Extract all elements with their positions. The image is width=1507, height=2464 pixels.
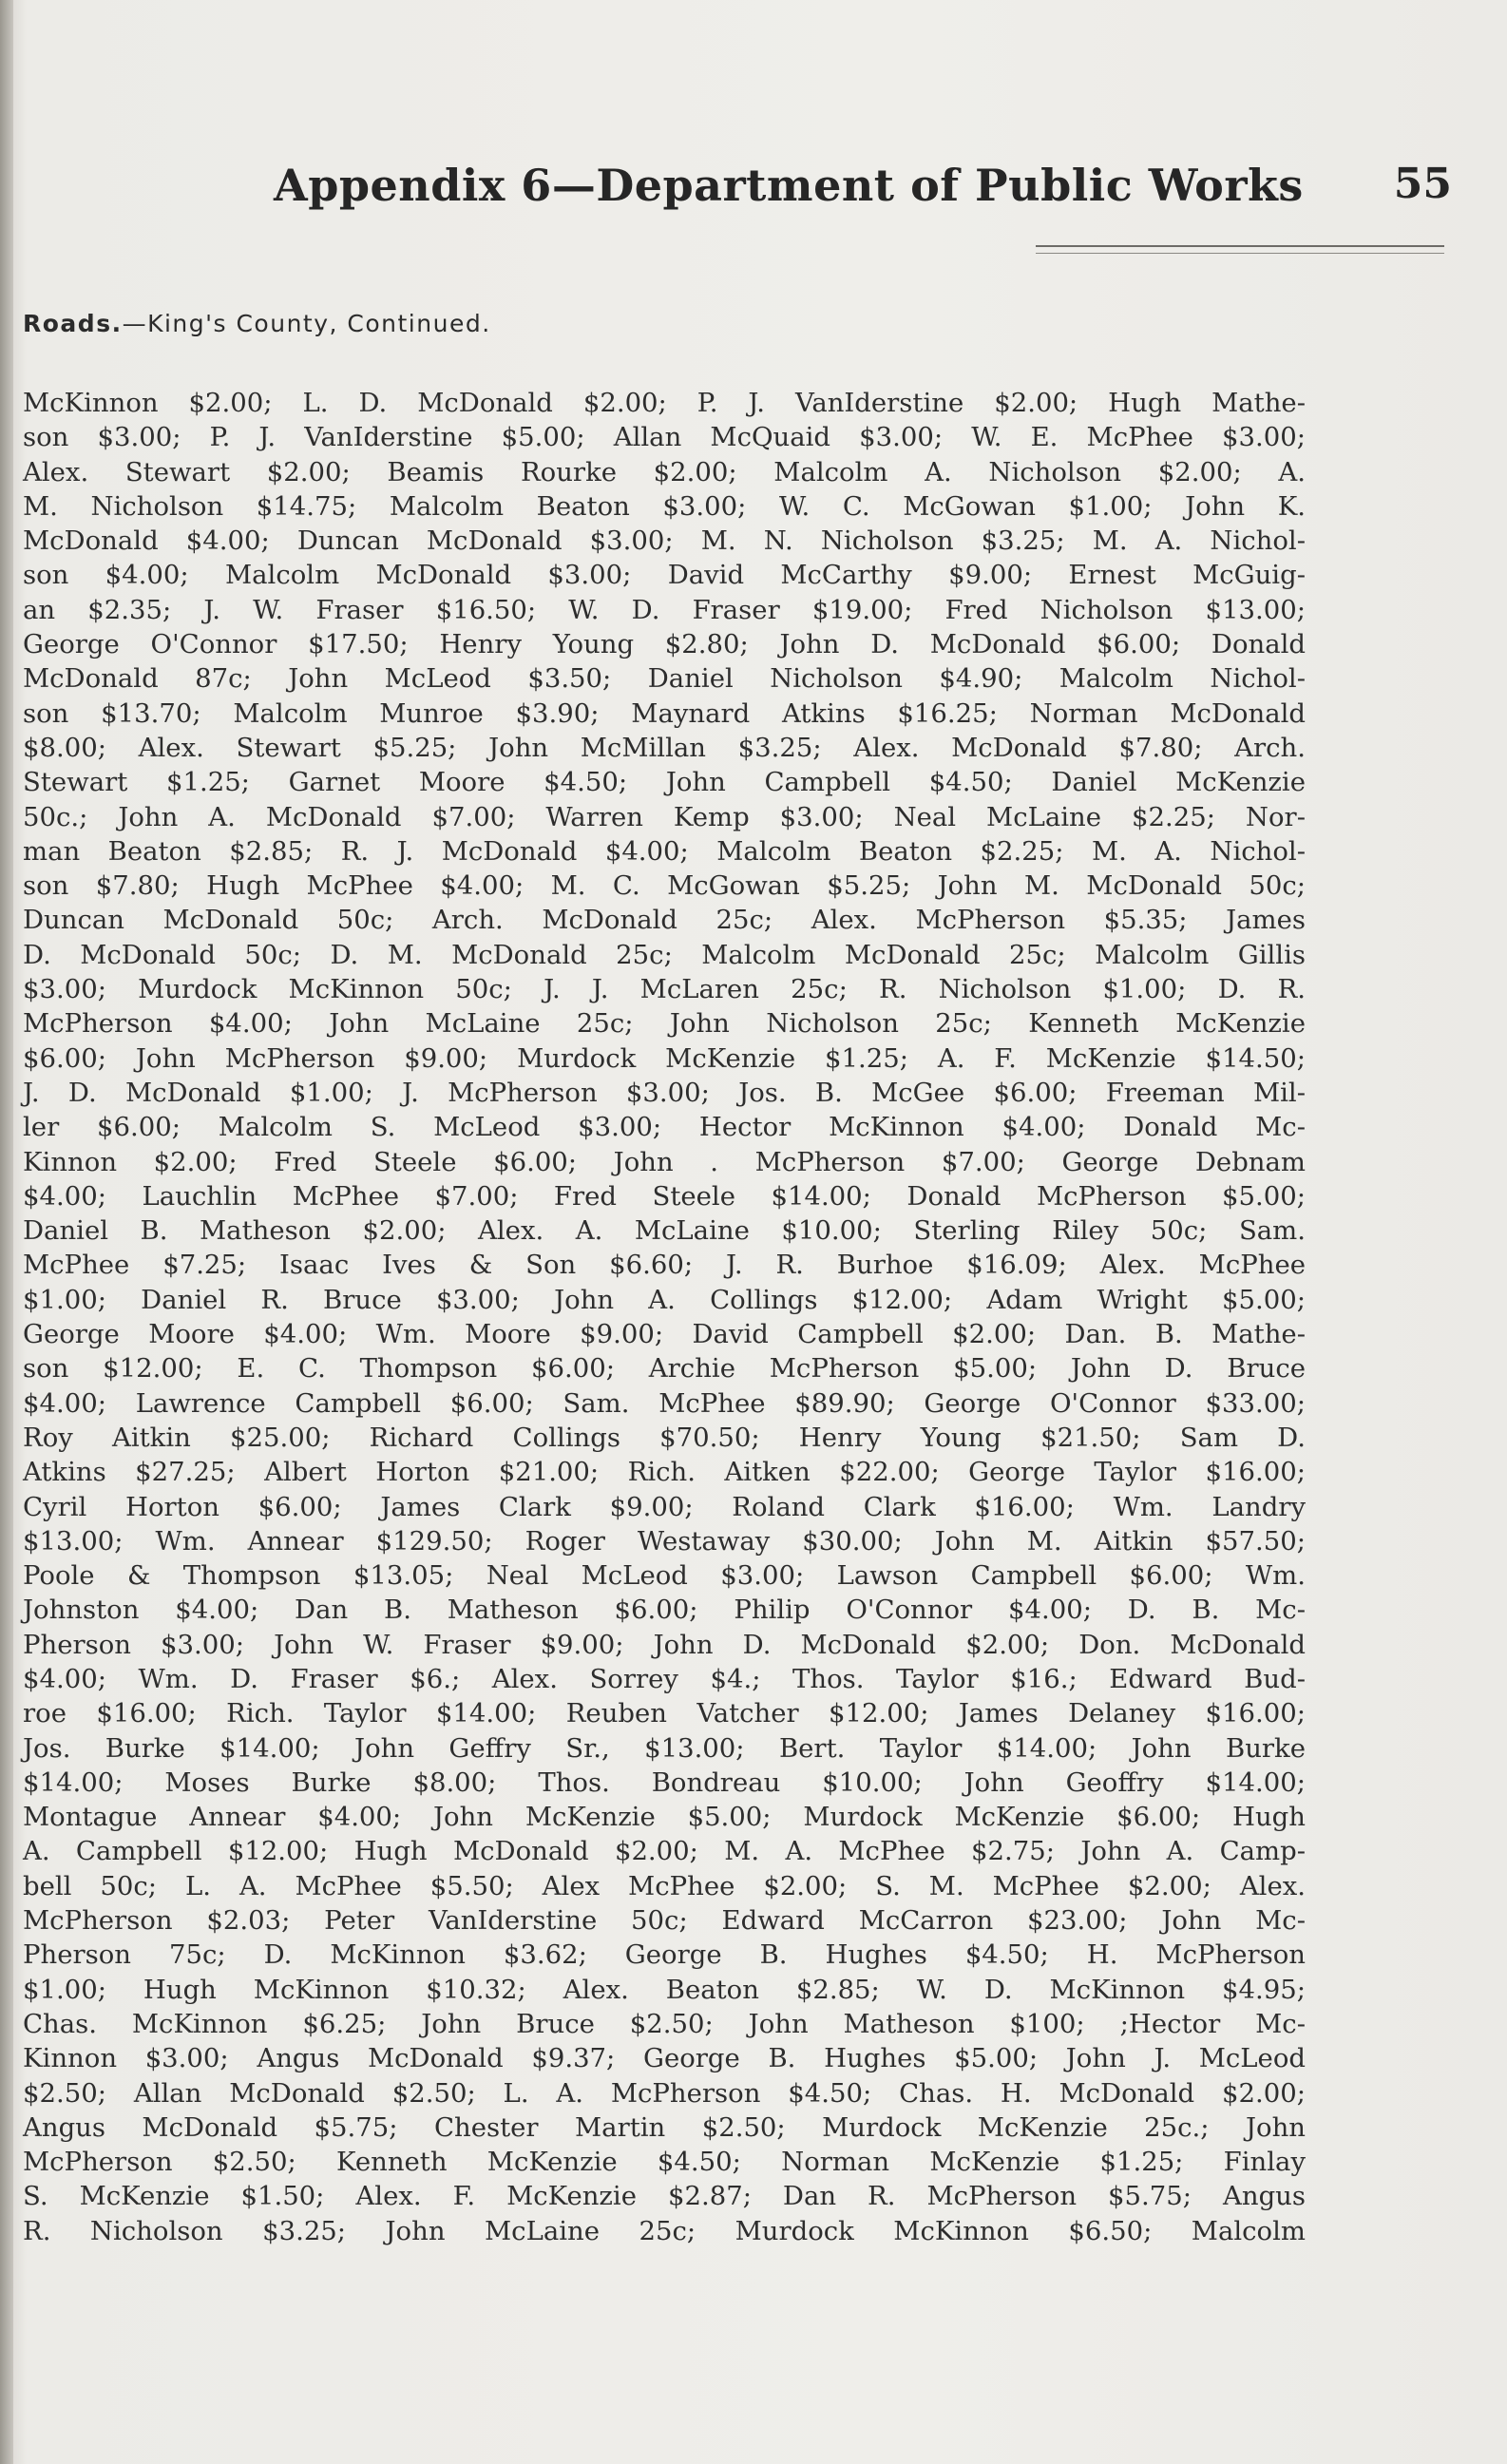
body-line: Kinnon $3.00; Angus McDonald $9.37; George B. Hughes $5.00; John J. McLeod: [23, 2043, 1306, 2074]
header-rule: [1036, 245, 1444, 247]
body-line: S. McKenzie $1.50; Alex. F. McKenzie $2.87; Dan R. McPherson $5.75; Angus: [23, 2181, 1306, 2212]
running-header: [274, 160, 1452, 220]
body-line: Duncan McDonald 50c; Arch. McDonald 25c; Alex. McPherson $5.35; James: [23, 905, 1306, 936]
body-line: $14.00; Moses Burke $8.00; Thos. Bondreau $10.00; John Geoffry $14.00;: [23, 1767, 1306, 1798]
body-line: $1.00; Daniel R. Bruce $3.00; John A. Collings $12.00; Adam Wright $5.00;: [23, 1284, 1306, 1315]
body-line: ler $6.00; Malcolm S. McLeod $3.00; Hector McKinnon $4.00; Donald Mc-: [23, 1112, 1306, 1143]
section-heading: [23, 310, 491, 337]
body-line: bell 50c; L. A. McPhee $5.50; Alex McPhee $2.00; S. M. McPhee $2.00; Alex.: [23, 1870, 1306, 1901]
body-line: Daniel B. Matheson $2.00; Alex. A. McLaine $10.00; Sterling Riley 50c; Sam.: [23, 1215, 1306, 1247]
section-heading-lead: Roads.: [23, 310, 123, 337]
body-line: Roy Aitkin $25.00; Richard Collings $70.50; Henry Young $21.50; Sam D.: [23, 1422, 1306, 1453]
body-line: George Moore $4.00; Wm. Moore $9.00; David Campbell $2.00; Dan. B. Mathe-: [23, 1319, 1306, 1350]
body-line: $8.00; Alex. Stewart $5.25; John McMillan $3.25; Alex. McDonald $7.80; Arch.: [23, 732, 1306, 763]
page-number: 55: [1393, 160, 1452, 208]
body-line: son $13.70; Malcolm Munroe $3.90; Maynard Atkins $16.25; Norman McDonald: [23, 697, 1306, 729]
body-line: J. D. McDonald $1.00; J. McPherson $3.00; Jos. B. McGee $6.00; Freeman Mil-: [23, 1077, 1306, 1108]
body-line: $4.00; Lawrence Campbell $6.00; Sam. McPhee $89.90; George O'Connor $33.00;: [23, 1387, 1306, 1419]
body-line: Chas. McKinnon $6.25; John Bruce $2.50; John Matheson $100; ;Hector Mc-: [23, 2008, 1306, 2039]
body-line: $6.00; John McPherson $9.00; Murdock McKenzie $1.25; A. F. McKenzie $14.50;: [23, 1042, 1306, 1074]
body-line: son $7.80; Hugh McPhee $4.00; M. C. McGowan $5.25; John M. McDonald 50c;: [23, 870, 1306, 902]
body-line: R. Nicholson $3.25; John McLaine 25c; Murdock McKinnon $6.50; Malcolm: [23, 2215, 1306, 2246]
body-line: D. McDonald 50c; D. M. McDonald 25c; Malcolm McDonald 25c; Malcolm Gillis: [23, 939, 1306, 970]
body-text: [23, 386, 1306, 2438]
body-line: roe $16.00; Rich. Taylor $14.00; Reuben Vatcher $12.00; James Delaney $16.00;: [23, 1698, 1306, 1729]
body-line: Angus McDonald $5.75; Chester Martin $2.50; Murdock McKenzie 25c.; John: [23, 2111, 1306, 2143]
body-line: McPherson $2.50; Kenneth McKenzie $4.50; Norman McKenzie $1.25; Finlay: [23, 2147, 1306, 2178]
body-line: son $12.00; E. C. Thompson $6.00; Archie McPherson $5.00; John D. Bruce: [23, 1353, 1306, 1385]
body-line: 50c.; John A. McDonald $7.00; Warren Kemp $3.00; Neal McLaine $2.25; Nor-: [23, 801, 1306, 832]
body-line: Poole & Thompson $13.05; Neal McLeod $3.00; Lawson Campbell $6.00; Wm.: [23, 1560, 1306, 1592]
body-line: McKinnon $2.00; L. D. McDonald $2.00; P. J. VanIderstine $2.00; Hugh Mathe-: [23, 388, 1306, 418]
body-line: son $4.00; Malcolm McDonald $3.00; David McCarthy $9.00; Ernest McGuig-: [23, 560, 1306, 591]
body-line: McDonald 87c; John McLeod $3.50; Daniel Nicholson $4.90; Malcolm Nichol-: [23, 663, 1306, 695]
header-rule-thin: [1036, 253, 1444, 254]
body-line: man Beaton $2.85; R. J. McDonald $4.00; Malcolm Beaton $2.25; M. A. Nichol-: [23, 835, 1306, 867]
body-line: Montague Annear $4.00; John McKenzie $5.00; Murdock McKenzie $6.00; Hugh: [23, 1802, 1306, 1833]
body-line: Stewart $1.25; Garnet Moore $4.50; John Campbell $4.50; Daniel McKenzie: [23, 767, 1306, 798]
header-title: Appendix 6—Department of Public Works: [274, 160, 1304, 211]
body-line: Cyril Horton $6.00; James Clark $9.00; Roland Clark $16.00; Wm. Landry: [23, 1491, 1306, 1522]
body-line: McDonald $4.00; Duncan McDonald $3.00; M. N. Nicholson $3.25; M. A. Nichol-: [23, 525, 1306, 557]
body-line: George O'Connor $17.50; Henry Young $2.80; John D. McDonald $6.00; Donald: [23, 629, 1306, 660]
body-line: McPherson $2.03; Peter VanIderstine 50c; Edward McCarron $23.00; John Mc-: [23, 1905, 1306, 1937]
body-line: Pherson $3.00; John W. Fraser $9.00; John D. McDonald $2.00; Don. McDonald: [23, 1629, 1306, 1660]
body-line: Pherson 75c; D. McKinnon $3.62; George B. Hughes $4.50; H. McPherson: [23, 1939, 1306, 1971]
body-line: $4.00; Wm. D. Fraser $6.; Alex. Sorrey $4.; Thos. Taylor $16.; Edward Bud-: [23, 1663, 1306, 1694]
body-line: Alex. Stewart $2.00; Beamis Rourke $2.00; Malcolm A. Nicholson $2.00; A.: [23, 456, 1306, 487]
body-line: $1.00; Hugh McKinnon $10.32; Alex. Beaton $2.85; W. D. McKinnon $4.95;: [23, 1974, 1306, 2005]
body-line: $3.00; Murdock McKinnon 50c; J. J. McLaren 25c; R. Nicholson $1.00; D. R.: [23, 974, 1306, 1005]
section-heading-rest: —King's County, Continued.: [122, 310, 491, 337]
body-line: $2.50; Allan McDonald $2.50; L. A. McPherson $4.50; Chas. H. McDonald $2.00;: [23, 2077, 1306, 2109]
body-line: son $3.00; P. J. VanIderstine $5.00; Allan McQuaid $3.00; W. E. McPhee $3.00;: [23, 422, 1306, 453]
body-line: McPhee $7.25; Isaac Ives & Son $6.60; J. R. Burhoe $16.09; Alex. McPhee: [23, 1250, 1306, 1281]
body-line: $13.00; Wm. Annear $129.50; Roger Westaway $30.00; John M. Aitkin $57.50;: [23, 1525, 1306, 1557]
body-line: an $2.35; J. W. Fraser $16.50; W. D. Fraser $19.00; Fred Nicholson $13.00;: [23, 594, 1306, 625]
body-line: Kinnon $2.00; Fred Steele $6.00; John . McPherson $7.00; George Debnam: [23, 1146, 1306, 1177]
body-line: McPherson $4.00; John McLaine 25c; John Nicholson 25c; Kenneth McKenzie: [23, 1008, 1306, 1040]
body-line: M. Nicholson $14.75; Malcolm Beaton $3.00; W. C. McGowan $1.00; John K.: [23, 490, 1306, 522]
body-line: Atkins $27.25; Albert Horton $21.00; Rich. Aitken $22.00; George Taylor $16.00;: [23, 1457, 1306, 1488]
body-line: Johnston $4.00; Dan B. Matheson $6.00; Philip O'Connor $4.00; D. B. Mc-: [23, 1595, 1306, 1626]
body-line: A. Campbell $12.00; Hugh McDonald $2.00; M. A. McPhee $2.75; John A. Camp-: [23, 1836, 1306, 1867]
page-binding-edge: [0, 0, 13, 2464]
body-line: $4.00; Lauchlin McPhee $7.00; Fred Steele $14.00; Donald McPherson $5.00;: [23, 1180, 1306, 1212]
body-line: Jos. Burke $14.00; John Geffry Sr., $13.00; Bert. Taylor $14.00; John Burke: [23, 1732, 1306, 1764]
